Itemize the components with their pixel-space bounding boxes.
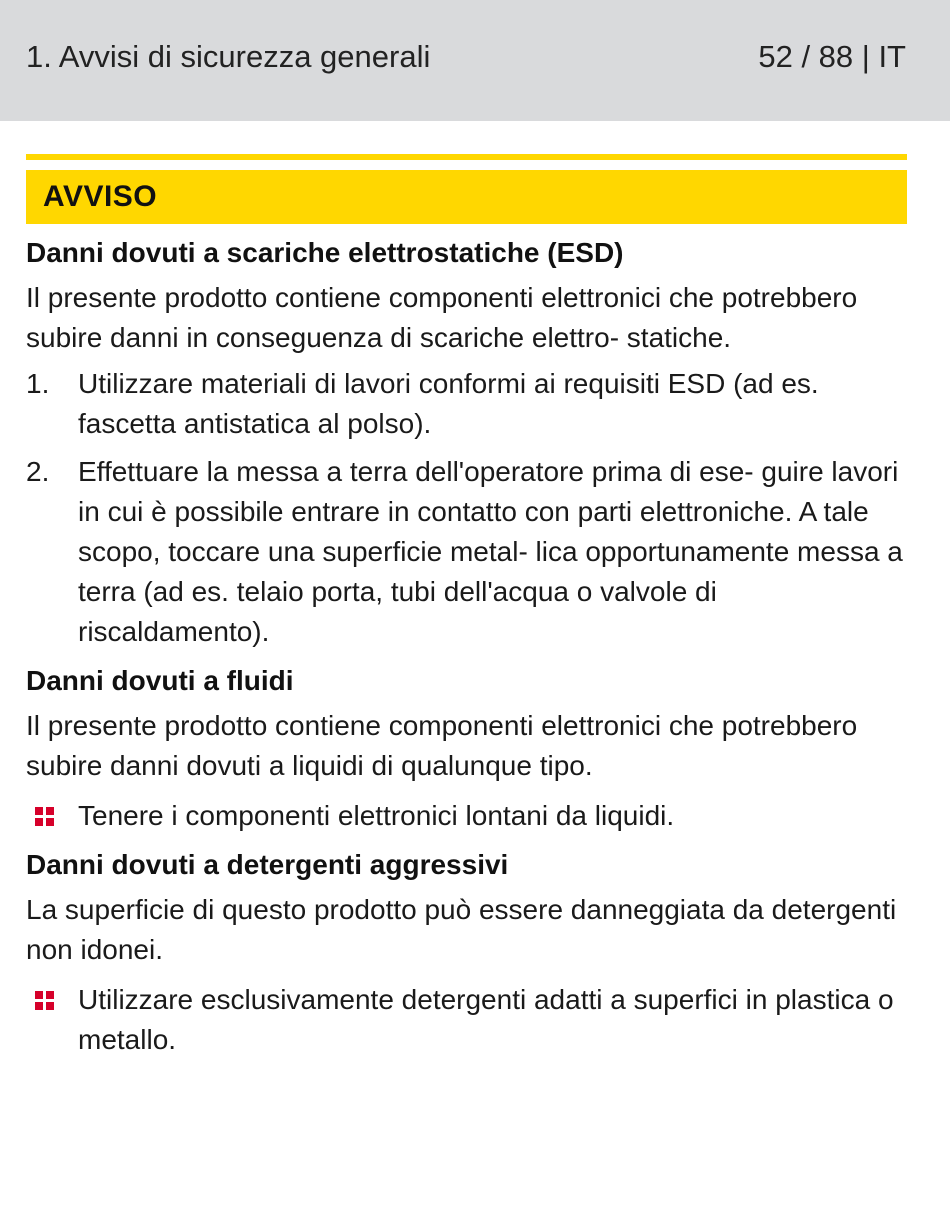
notice-content — [26, 154, 907, 1066]
page-header — [0, 0, 950, 121]
bullet-text: Utilizzare esclusivamente detergenti adatti a superfici in plastica o metallo. — [78, 984, 894, 1055]
detergents-bullet — [26, 980, 907, 1060]
section-title: 1. Avvisi di sicurezza generali — [26, 39, 431, 74]
notice-label: AVVISO — [43, 180, 158, 213]
notice-banner — [26, 170, 907, 224]
page-number: 52 / 88 | IT — [758, 39, 906, 74]
fluids-intro: Il presente prodotto contiene componenti elettronici che potrebbero subire danni dovuti a liquidi di qualunque tipo. — [26, 710, 858, 781]
esd-heading: Danni dovuti a scariche elettrostatiche (ESD) — [26, 237, 624, 268]
step-text: Utilizzare materiali di lavori conformi ai requisiti ESD (ad es. fascetta antistatica al polso). — [78, 368, 819, 439]
red-four-squares-icon — [26, 796, 78, 836]
step-number: 2. — [26, 456, 50, 487]
fluids-heading: Danni dovuti a fluidi — [26, 665, 294, 696]
step-number: 1. — [26, 368, 50, 399]
bullet-text: Tenere i componenti elettronici lontani da liquidi. — [78, 800, 675, 831]
fluids-bullet — [26, 796, 907, 836]
red-four-squares-icon — [26, 980, 78, 1060]
detergents-intro: La superficie di questo prodotto può essere danneggiata da detergenti non idonei. — [26, 894, 897, 965]
detergents-heading: Danni dovuti a detergenti aggressivi — [26, 849, 509, 880]
step-text: Effettuare la messa a terra dell'operatore prima di ese- guire lavori in cui è possibile entrare in contatto con parti elettroniche. A tale scopo, toccare una superficie metal- lica opportunamente messa a terra (ad es. telaio porta, tubi dell'acqua o valvole di riscaldamento). — [78, 456, 903, 647]
esd-step — [26, 364, 907, 444]
notice-divider — [26, 154, 907, 160]
esd-intro: Il presente prodotto contiene componenti elettronici che potrebbero subire danni in conseguenza di scariche elettro- statiche. — [26, 282, 858, 353]
esd-step — [26, 452, 907, 652]
